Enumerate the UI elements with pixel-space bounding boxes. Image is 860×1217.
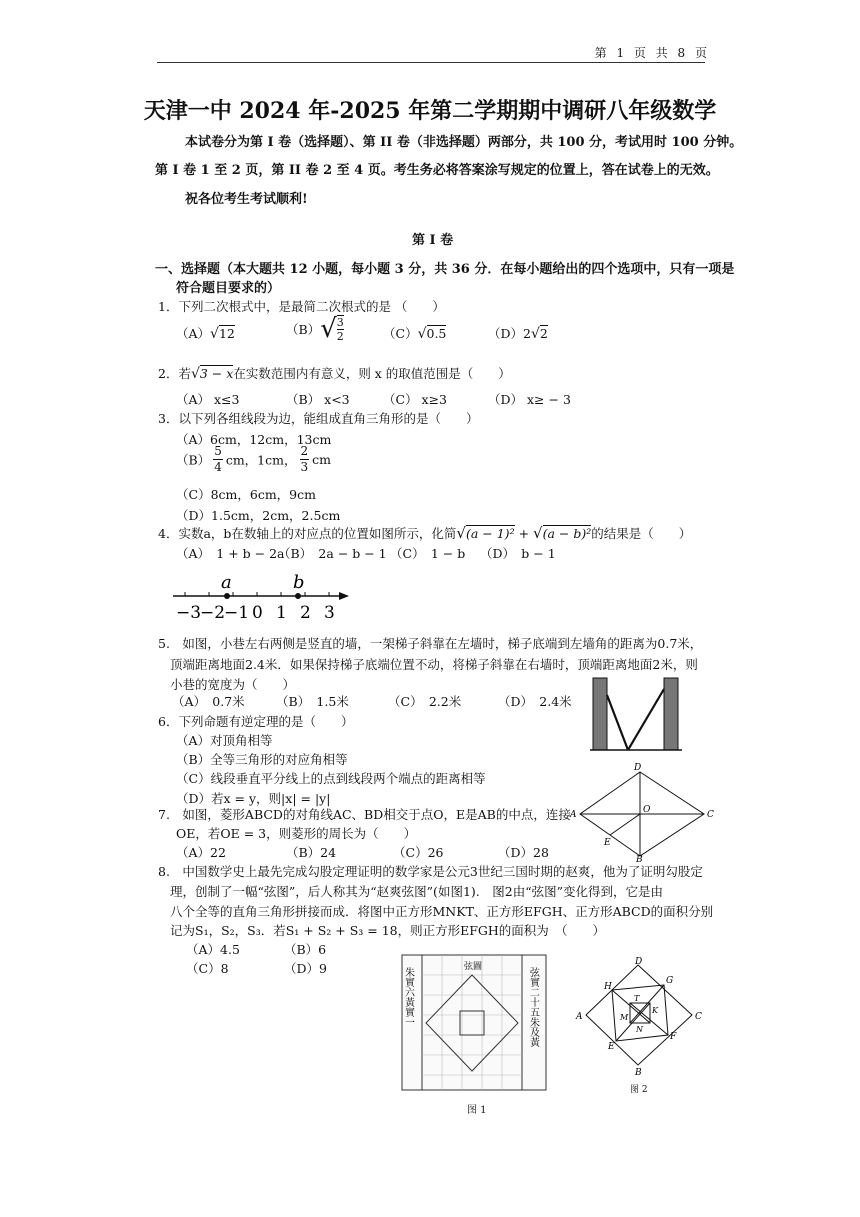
fig2-label-d: D xyxy=(635,957,643,967)
label-o: O xyxy=(643,805,651,815)
q3-option-c: （C）8cm，6cm，9cm xyxy=(176,487,316,502)
label-b: B xyxy=(636,855,643,865)
intro-line-1: 本试卷分为第 I 卷（选择题）、第 II 卷（非选择题）两部分，共 100 分，考试用时 100 分钟。 xyxy=(185,135,743,150)
q6-option-a: （A）对顶角相等 xyxy=(176,733,273,748)
point-b-dot xyxy=(295,593,301,599)
q8-line-4: 记为S₁，S₂，S₃．若S₁ + S₂ + S₃ = 18，则正方形EFGH的面积为 （ ） xyxy=(170,923,606,938)
fig1-left-column: 朱實六黃實一 xyxy=(402,967,414,1027)
q2-stem: 2．若√3 − x在实数范围内有意义，则 x 的取值范围是（ ） xyxy=(158,366,511,382)
q1-option-c: （C）√0.5 xyxy=(383,326,447,342)
fig1-right-column: 弦實二十五朱及黃 xyxy=(527,967,539,1047)
q1-stem: 1．下列二次根式中，是最简二次根式的是 （ ） xyxy=(158,299,445,314)
q5-option-b: （B） 1.5米 xyxy=(276,694,349,709)
segment-oe xyxy=(610,814,640,835)
section1-line-2: 符合题目要求的） xyxy=(176,281,281,296)
exam-title: 天津一中 2024 年-2025 年第二学期期中调研八年级数学 xyxy=(143,98,717,124)
figure-2-caption: 图 2 xyxy=(630,1085,648,1095)
fig1-top-label: 弦圖 xyxy=(464,962,483,972)
q4-option-c: （C） 1 − b xyxy=(390,546,466,561)
number-line-tick-label: −1 xyxy=(224,603,250,623)
q1-option-b: （B）√ $\frac{3}{2}$ xyxy=(286,314,344,344)
fig2-label-h: H xyxy=(604,982,612,992)
ladder-right-position xyxy=(628,689,664,750)
q8-option-d: （D）9 xyxy=(284,961,327,976)
volume-title: 第 I 卷 xyxy=(412,233,454,248)
q7-line-2: OE，若OE = 3，则菱形的周长为（ ） xyxy=(176,826,417,841)
figure-1-chord-diagram xyxy=(400,953,550,1093)
right-wall xyxy=(664,678,678,750)
fig2-label-k: K xyxy=(652,1006,658,1015)
q5-line-2: 顶端距离地面2.4米．如果保持梯子底端位置不动，将梯子斜靠在右墙时，顶端距离地面2米，则 xyxy=(170,657,698,672)
number-line-tick-label: 2 xyxy=(300,603,311,623)
q3-option-a: （A）6cm，12cm，13cm xyxy=(176,432,332,447)
q7-option-c: （C）26 xyxy=(393,845,444,860)
fig2-label-t: T xyxy=(634,994,640,1003)
fig2-label-e: E xyxy=(608,1042,615,1052)
q5-line-3: 小巷的宽度为（ ） xyxy=(170,677,296,692)
intro-line-3: 祝各位考生考试顺利! xyxy=(185,192,308,207)
fig2-label-a: A xyxy=(576,1012,583,1022)
q7-line-1: 7. 如图，菱形ABCD的对角线AC、BD相交于点O，E是AB的中点，连接 xyxy=(158,807,571,822)
q8-option-c: （C）8 xyxy=(186,961,229,976)
figure-1-caption: 图 1 xyxy=(467,1105,487,1116)
q1-option-d: （D）2√2 xyxy=(488,326,548,342)
q4-option-d: （D） b − 1 xyxy=(480,546,556,561)
q4-stem: 4．实数a，b在数轴上的对应点的位置如图所示，化简√(a − 1)² + √(a − b)²的结果是（ ） xyxy=(158,524,692,542)
q2-option-c: （C） x≥3 xyxy=(383,392,448,407)
number-line-tick-label: 3 xyxy=(324,603,335,623)
q7-option-d: （D）28 xyxy=(498,845,549,860)
intro-line-2: 第 I 卷 1 至 2 页，第 II 卷 2 至 4 页。考生务必将答案涂写规定的位置上，答在试卷上的无效。 xyxy=(155,163,719,178)
q8-line-2: 理，创制了一幅“弦图”，后人称其为“赵爽弦图”(如图1). 图2由“弦图”变化得到，它是由 xyxy=(170,884,663,899)
label-d: D xyxy=(634,763,642,773)
q7-option-a: （A）22 xyxy=(176,845,226,860)
ladder-alley-figure xyxy=(590,675,690,753)
q3-option-d: （D）1.5cm，2cm，2.5cm xyxy=(176,508,341,523)
fig2-label-f: F xyxy=(670,1032,677,1042)
q5-option-a: （A） 0.7米 xyxy=(172,694,245,709)
point-a-label: a xyxy=(221,572,232,593)
point-b-label: b xyxy=(293,572,305,593)
q7-option-b: （B）24 xyxy=(286,845,337,860)
fig2-label-g: G xyxy=(666,976,674,986)
number-line-figure xyxy=(165,566,365,628)
number-line-tick-label: 1 xyxy=(276,603,287,623)
number-line-tick-label: 0 xyxy=(252,603,263,623)
header-rule xyxy=(157,62,705,63)
fig2-label-b: B xyxy=(635,1068,642,1078)
q1-option-a: （A）√12 xyxy=(176,326,235,342)
figure-2-squares xyxy=(572,957,707,1077)
q4-option-b: （B） 2a − b − 1 xyxy=(278,546,387,561)
number-line-arrow xyxy=(339,592,349,600)
rhombus-figure xyxy=(568,762,714,865)
fig2-label-c: C xyxy=(695,1012,702,1022)
q6-option-b: （B）全等三角形的对应角相等 xyxy=(176,752,348,767)
q2-option-d: （D） x≥ − 3 xyxy=(488,392,571,407)
label-e: E xyxy=(604,838,611,848)
point-a-dot xyxy=(224,593,230,599)
q5-line-1: 5. 如图，小巷左右两侧是竖直的墙，一架梯子斜靠在左墙时，梯子底端到左墙角的距离为0.7米， xyxy=(158,636,703,651)
fig2-label-m: M xyxy=(620,1013,629,1022)
q2-option-b: （B） x<3 xyxy=(286,392,350,407)
fig2-label-n: N xyxy=(636,1025,643,1034)
q8-option-a: （A）4.5 xyxy=(186,942,240,957)
q5-option-c: （C） 2.2米 xyxy=(388,694,462,709)
q4-option-a: （A） 1 + b − 2a xyxy=(176,546,285,561)
q8-option-b: （B）6 xyxy=(284,942,327,957)
q6-option-c: （C）线段垂直平分线上的点到线段两个端点的距离相等 xyxy=(176,771,486,786)
left-wall xyxy=(593,678,607,750)
q3-stem: 3．以下列各组线段为边，能组成直角三角形的是（ ） xyxy=(158,411,479,426)
q3-option-b: （B） $\frac{5}{4}$ cm，1cm， $\frac{2}{3}$ cm xyxy=(176,444,331,474)
number-line-tick-label: −2 xyxy=(200,603,226,623)
section1-line-1: 一、选择题（本大题共 12 小题，每小题 3 分，共 36 分．在每小题给出的四个选项中，只有一项是 xyxy=(155,262,735,277)
q6-stem: 6．下列命题有逆定理的是（ ） xyxy=(158,714,354,729)
q2-option-a: （A） x≤3 xyxy=(176,392,240,407)
q5-option-d: （D） 2.4米 xyxy=(498,694,572,709)
q6-option-d: （D）若x = y，则|x| = |y| xyxy=(176,791,331,806)
ladder-left-position xyxy=(607,695,628,750)
number-line-tick-label: −3 xyxy=(176,603,202,623)
q8-line-1: 8. 中国数学史上最先完成勾股定理证明的数学家是公元3世纪三国时期的赵爽，他为了证明勾股定 xyxy=(158,864,703,879)
label-c: C xyxy=(707,810,714,820)
label-a: A xyxy=(570,810,577,820)
q8-line-3: 八个全等的直角三角形拼接而成．将图中正方形MNKT、正方形EFGH、正方形ABCD的面积分别 xyxy=(170,904,714,919)
page-number: 第 1 页 共 8 页 xyxy=(594,46,710,60)
